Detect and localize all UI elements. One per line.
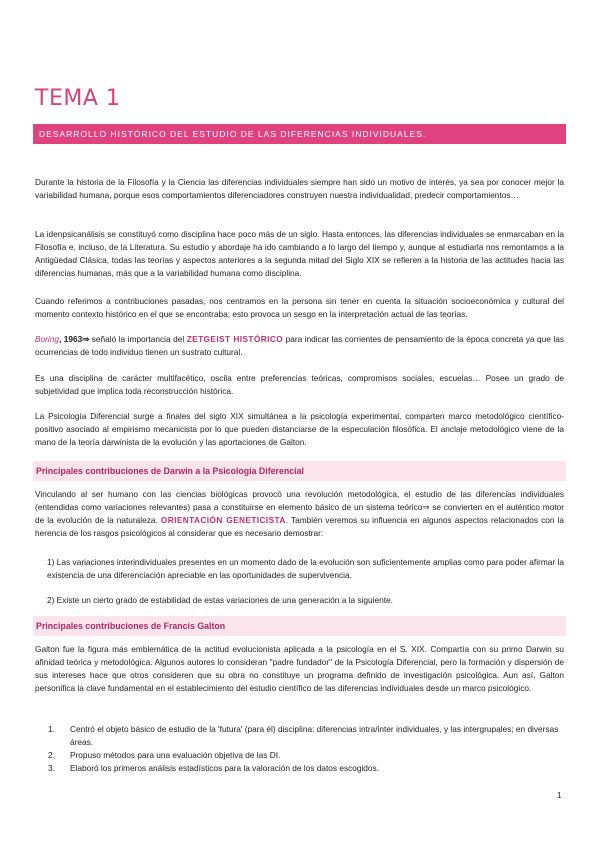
highlight-term: ZETGEIST HISTÓRICO — [186, 334, 284, 344]
intro-paragraph-1: Durante la historia de la Filosofía y la Ciencia las diferencias individuales siempre han sido un motivo de interés, ya sea por conocer mejor la variabilidad humana, porque esos comportamientos diferenciadores construyen nuestra individualidad, predecir comportamientos… — [35, 177, 564, 200]
list-text: Centró el objeto básico de estudio de la 'futura' (para él) disciplina: diferencias intra/inter individuales, y las intergrupales; en diversas áreas. — [70, 724, 559, 747]
author-name: Boring — [35, 334, 59, 344]
intro-paragraph-5: Es una disciplina de carácter multifacético, oscila entre preferencias teóricas, compromisos sociales, escuelas… Posee un grado de subjetividad que implica toda reconstrucción histórica. — [35, 373, 564, 396]
list-item — [48, 749, 564, 762]
list-number: 2. — [48, 750, 55, 760]
list-item — [48, 723, 564, 749]
paragraph-text: Vinculando al ser humano con las ciencias biológicas provocó una revolución metodológica, el estudio de las diferencias individuales (entendidas como variaciones relevantes) pasa a constituirse en elemento básico de un sistema teórico⇒ se convierten en el auténtico motor de la evolución de la naturaleza. — [35, 489, 564, 525]
darwin-paragraph — [35, 488, 564, 540]
list-item — [48, 762, 564, 775]
highlight-term: ORIENTACIÓN GENETICISTA — [160, 515, 286, 525]
intro-paragraph-2: La idenpsicanálisis se constituyó como disciplina hace poco más de un siglo. Hasta entonces, las diferencias individuales se enmarcaban en la Filosofía e, incluso, de la Literatura. Su estudio y abordaje ha ido cambiando a lo largo del tiempo y, aunque al estudiarla nos remontamos a la Antigüedad Clásica, todas las teorías y aspectos anteriores a la segunda mitad del Siglo XIX se refieren a la historia de las actitudes hacia las diferencias humanas, más que a la variabilidad humana como disciplina. — [35, 229, 564, 278]
list-text: Propuso métodos para una evaluación objetiva de las DI. — [70, 750, 281, 760]
list-number: 1. — [48, 724, 55, 734]
darwin-item-2: 2) Existe un cierto grado de estabilidad de estas variaciones de una generación a la siguiente. — [47, 595, 393, 605]
page-title: TEMA 1 — [35, 86, 121, 111]
galton-contributions-list — [48, 723, 564, 775]
intro-paragraph-3: Cuando referimos a contribuciones pasadas, nos centramos en la persona sin tener en cuenta la situación socioeconómica y cultural del momento contexto histórico en el que se encontraba; esto provoca un sesgo en la interpretación actual de las teorías. — [35, 296, 564, 319]
darwin-item-1: 1) Las variaciones interindividuales presentes en un momento dado de la evolución son suficientemente amplias como para poder afirmar la existencia de una diferenciación apreciable en las oportunidades de supervivencia. — [47, 557, 564, 580]
section-heading-galton: Principales contribuciones de Francis Galton — [33, 616, 566, 636]
page-number: 1 — [557, 791, 562, 800]
list-text: Elaboró los primeros análisis estadísticos para la valoración de los datos escogidos. — [70, 763, 379, 773]
galton-paragraph: Galton fue la figura más emblemática de la actitud evolucionista aplicada a la psicología en el S. XIX. Compartía con su primo Darwin su afinidad teórica y metodológica. Algunos autores lo consideran "padre fundador" de la Psicología Diferencial, pero la formación y dispersión de sus intereses hace que otros consideren que su obra no constituye un programa definido de investigación psicológica. Aun así, Galton personifica la clave fundamental en el establecimiento del estudio científico de las diferencias individuales desde un marco psicológico. — [35, 644, 564, 693]
paragraph-text: para indicar las corrientes de pensamiento de la época concreta ya que las ocurrencias de todo individuo tienen un sustrato cultural. — [35, 334, 564, 357]
intro-paragraph-6: La Psicología Diferencial surge a finales del siglo XIX simultánea a la psicología experimental, comparten marco metodológico científico-positivo asociado al empirismo mecanicista por lo que pueden distanciarse de la especulación filosófica. El anclaje metodológico viene de la mano de la teoría darwinista de la evolución y las aportaciones de Galton. — [35, 411, 564, 447]
paragraph-text: . También veremos su influencia en algunos aspectos relacionados con la herencia de los rasgos psicológicos al considerar que es necesario demostrar: — [35, 515, 564, 538]
chapter-banner: DESARROLLO HISTÓRICO DEL ESTUDIO DE LAS DIFERENCIAS INDIVIDUALES. — [33, 124, 566, 144]
intro-paragraph-4 — [35, 333, 564, 359]
section-heading-darwin: Principales contribuciones de Darwin a la Psicología Diferencial — [33, 461, 566, 481]
list-number: 3. — [48, 763, 55, 773]
author-year: , 1963⇒ — [58, 334, 90, 344]
paragraph-text: señaló la importancia del — [89, 334, 187, 344]
